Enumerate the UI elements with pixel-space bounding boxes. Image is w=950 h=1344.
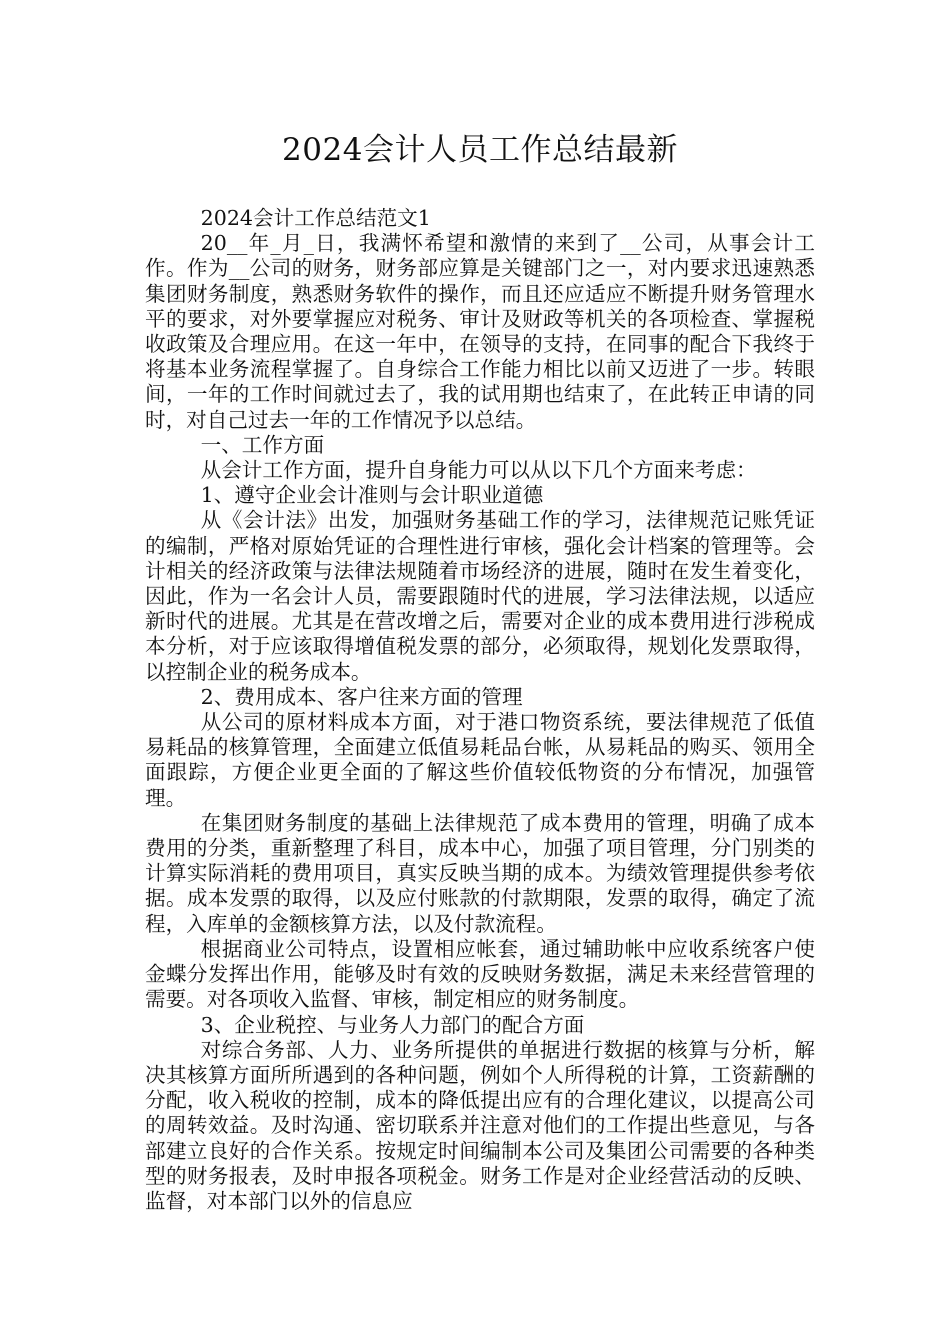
body-paragraph: 对综合务部、人力、业务所提供的单据进行数据的核算与分析，解决其核算方面所所遇到的各种问题，例如个人所得税的计算，工资薪酬的分配，收入税收的控制，成本的降低提出应有的合理化建议，以提高公司的周转效益。及时沟通、密切联系并注意对他们的工作提出些意见，与各部建立良好的合作关系。按规定时间编制本公司及集团公司需要的各种类型的财务报表，及时申报各项税金。财务工作是对企业经营活动的反映、监督，对本部门以外的信息应 [145, 1037, 815, 1213]
body-paragraph: 在集团财务制度的基础上法律规范了成本费用的管理，明确了成本费用的分类，重新整理了科目，成本中心，加强了项目管理，分门别类的计算实际消耗的费用项目，真实反映当期的成本。为绩效管理提供参考依据。成本发票的取得，以及应付账款的付款期限，发票的取得，确定了流程，入库单的金额核算方法，以及付款流程。 [145, 810, 815, 936]
document-title: 2024会计人员工作总结最新 [282, 132, 678, 168]
document-page [145, 128, 815, 1214]
body-paragraph: 从公司的原材料成本方面，对于港口物资系统，要法律规范了低值易耗品的核算管理，全面建立低值易耗品台帐，从易耗品的购买、领用全面跟踪，方便企业更全面的了解这些价值较低物资的分布情况，加强管理。 [145, 710, 815, 810]
body-paragraph: 根据商业公司特点，设置相应帐套，通过辅助帐中应收系统客户使金蝶分发挥出作用，能够及时有效的反映财务数据，满足未来经营管理的需要。对各项收入监督、审核，制定相应的财务制度。 [145, 936, 815, 1012]
body-paragraph: 从会计工作方面，提升自身能力可以从以下几个方面来考虑： [200, 458, 757, 483]
section-heading: 2024会计工作总结范文1 [200, 206, 431, 230]
document-body [145, 206, 815, 1214]
section-heading: 1、遵守企业会计准则与会计职业道德 [200, 483, 544, 508]
body-paragraph: 20__年_月_日，我满怀希望和激情的来到了__公司，从事会计工作。作为__公司的财务，财务部应算是关键部门之一，对内要求迅速熟悉集团财务制度，熟悉财务软件的操作，而且还应适应不断提升财务管理水平的要求，对外要掌握应对税务、审计及财政等机关的各项检查、掌握税收政策及合理应用。在这一年中，在领导的支持，在同事的配合下我终于将基本业务流程掌握了。自身综合工作能力相比以前又迈进了一步。转眼间，一年的工作时间就过去了，我的试用期也结束了，在此转正申请的同时，对自己过去一年的工作情况予以总结。 [145, 231, 815, 432]
body-paragraph: 从《会计法》出发，加强财务基础工作的学习，法律规范记账凭证的编制，严格对原始凭证的合理性进行审核，强化会计档案的管理等。会计相关的经济政策与法律法规随着市场经济的进展，随时在发生着变化，因此，作为一名会计人员，需要跟随时代的进展，学习法律法规，以适应新时代的进展。尤其是在营改增之后，需要对企业的成本费用进行涉税成本分析，对于应该取得增值税发票的部分，必须取得，规划化发票取得，以控制企业的税务成本。 [145, 508, 815, 684]
section-heading: 2、费用成本、客户往来方面的管理 [200, 684, 523, 709]
section-heading: 3、企业税控、与业务人力部门的配合方面 [200, 1012, 585, 1037]
section-heading: 一、工作方面 [200, 432, 325, 457]
